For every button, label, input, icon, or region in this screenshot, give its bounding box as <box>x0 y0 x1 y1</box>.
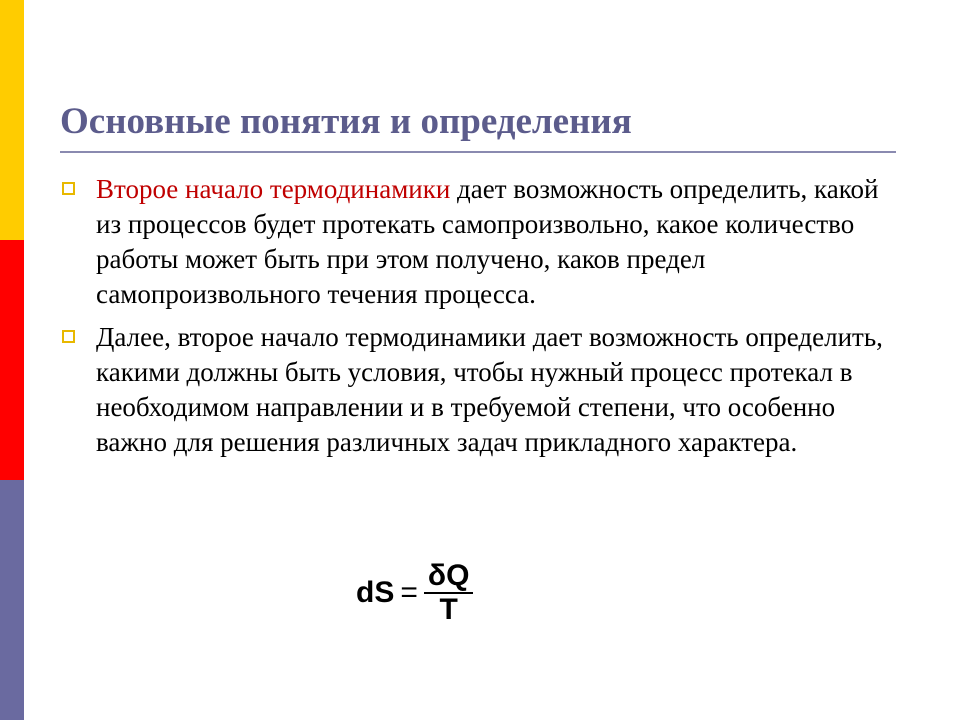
bullet-item <box>60 172 900 312</box>
fraction-denominator: T <box>439 593 458 626</box>
bullet-item <box>60 320 900 460</box>
square-bullet-icon <box>62 182 75 195</box>
side-bar-yellow <box>0 0 24 240</box>
title-divider <box>60 151 896 153</box>
square-bullet-icon <box>62 330 75 343</box>
entropy-formula <box>356 560 473 626</box>
bullet-text: Далее, второе начало термодинамики дает возможность определить, какими должны быть условия, чтобы нужный процесс протекал в необходимом направлении и в требуемой степени, что особенно важно для решения различных задач прикладного характера. <box>96 322 883 457</box>
formula-equals: = <box>400 576 418 609</box>
slide-title: Основные понятия и определения <box>60 101 632 142</box>
fraction-numerator: δQ <box>427 559 470 592</box>
formula-fraction <box>424 560 474 626</box>
side-bar-blue <box>0 480 24 720</box>
bullet-list <box>60 172 900 468</box>
formula-lhs: dS <box>356 576 395 609</box>
bullet-highlight: Второе начало термодинамики <box>96 174 451 204</box>
bullet-text: дает возможность определить, какой из процессов будет протекать самопроизвольно, какое количество работы может быть при этом получено, каков предел самопроизвольного течения процесса. <box>96 174 879 309</box>
side-bar-red <box>0 240 24 480</box>
